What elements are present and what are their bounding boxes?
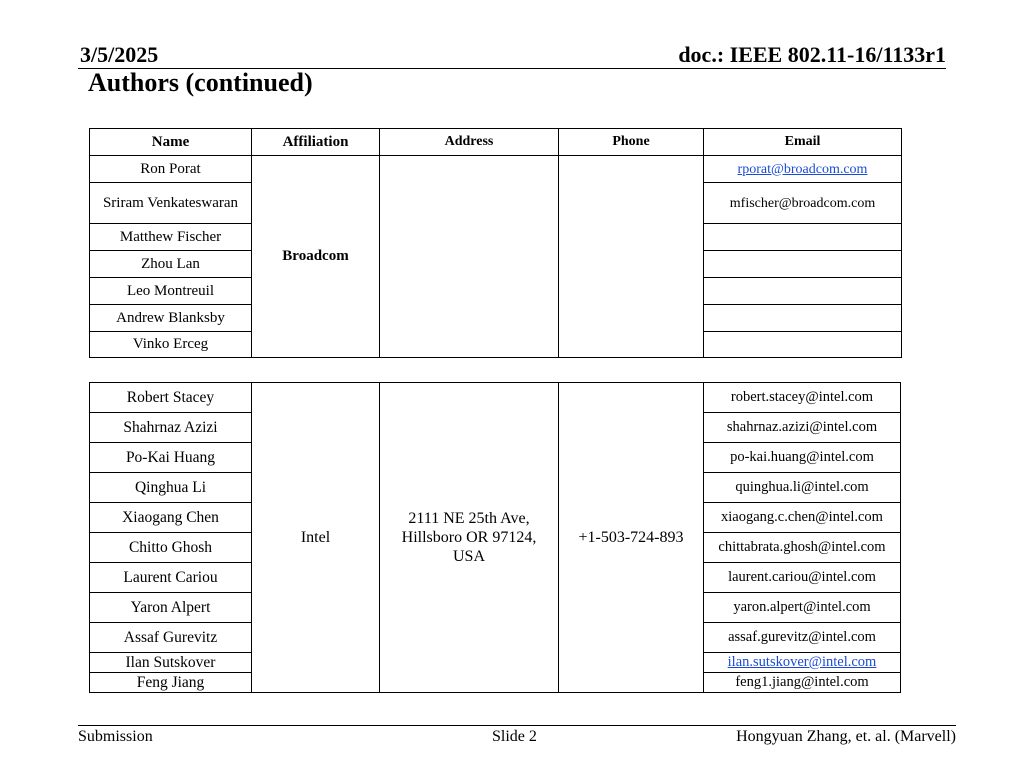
column-header-phone: Phone [559,129,704,156]
column-header-email: Email [704,129,902,156]
author-email [704,305,902,332]
table-row [90,383,901,413]
author-email [704,251,902,278]
author-name: Vinko Erceg [90,332,252,358]
column-header-affiliation: Affiliation [252,129,380,156]
author-name: Ilan Sutskover [90,653,252,673]
author-email: laurent.cariou@intel.com [704,563,901,593]
author-email: xiaogang.c.chen@intel.com [704,503,901,533]
author-email: chittabrata.ghosh@intel.com [704,533,901,563]
author-name: Po-Kai Huang [90,443,252,473]
author-name: Qinghua Li [90,473,252,503]
table-header-row [90,129,902,156]
email-link[interactable]: ilan.sutskover@intel.com [727,654,877,670]
column-header-name: Name [90,129,252,156]
authors-table-broadcom [89,128,902,358]
page-title: Authors (continued) [88,68,313,97]
affiliation-cell: Broadcom [252,156,380,358]
author-name: Laurent Cariou [90,563,252,593]
author-email: yaron.alpert@intel.com [704,593,901,623]
author-name: Robert Stacey [90,383,252,413]
author-name: Assaf Gurevitz [90,623,252,653]
author-email: robert.stacey@intel.com [704,383,901,413]
author-email: shahrnaz.azizi@intel.com [704,413,901,443]
footer-author: Hongyuan Zhang, et. al. (Marvell) [736,728,956,745]
author-name: Chitto Ghosh [90,533,252,563]
author-name: Xiaogang Chen [90,503,252,533]
author-name: Matthew Fischer [90,224,252,251]
author-email [704,332,902,358]
header-date: 3/5/2025 [80,42,159,67]
authors-table-intel [89,382,901,693]
author-email[interactable] [704,653,901,673]
author-email [704,278,902,305]
author-email: mfischer@broadcom.com [704,183,902,224]
phone-cell [559,156,704,358]
author-name: Zhou Lan [90,251,252,278]
phone-cell: +1-503-724-893 [559,383,704,693]
author-email: po-kai.huang@intel.com [704,443,901,473]
author-email: quinghua.li@intel.com [704,473,901,503]
author-name: Shahrnaz Azizi [90,413,252,443]
affiliation-cell: Intel [252,383,380,693]
author-email: feng1.jiang@intel.com [704,673,901,693]
footer-submission: Submission [78,728,153,745]
column-header-address: Address [380,129,559,156]
author-name: Leo Montreuil [90,278,252,305]
header-doc-id: doc.: IEEE 802.11-16/1133r1 [678,42,946,67]
table-row [90,156,902,183]
author-name: Sriram Venkateswaran [90,183,252,224]
author-name: Ron Porat [90,156,252,183]
address-cell [380,156,559,358]
author-email [704,224,902,251]
author-email[interactable] [704,156,902,183]
author-name: Feng Jiang [90,673,252,693]
author-name: Andrew Blanksby [90,305,252,332]
author-email: assaf.gurevitz@intel.com [704,623,901,653]
footer-divider [78,725,956,726]
footer-slide-number: Slide 2 [492,728,537,745]
email-link[interactable]: rporat@broadcom.com [737,161,868,177]
address-cell: 2111 NE 25th Ave, Hillsboro OR 97124, USA [380,383,559,693]
author-name: Yaron Alpert [90,593,252,623]
